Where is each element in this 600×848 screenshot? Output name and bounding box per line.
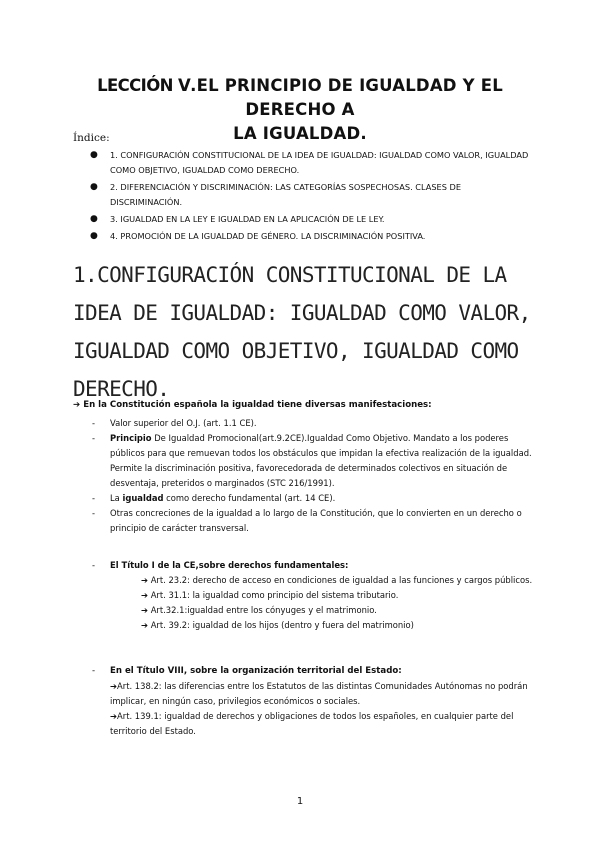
list-item: - Principio De Igualdad Promocional(art.9.2CE).Igualdad Como Objetivo. Mandato a los poderes públicos para que remuevan todos los obstáculos que impidan la efectiva realización de la igualdad. Permite la discriminación positiva, favorecedorada de determinados colectivos en situación de desventaja, preteridos o marginados (STC 216/1991). [92, 433, 532, 488]
titulo-viii-heading: - En el Título VIII, sobre la organización territorial del Estado: [92, 664, 542, 679]
list-item: - Valor superior del O.J. (art. 1.1 CE). [92, 416, 542, 431]
bullet-icon: ● [90, 182, 98, 192]
lesson-number: LECCIÓN V [97, 76, 191, 95]
bullet-icon: ● [90, 214, 98, 224]
list-item: ➔ Art. 23.2: derecho de acceso en condiciones de igualdad a las funciones y cargos públicos. [141, 575, 533, 585]
index-item: ● 1. CONFIGURACIÓN CONSTITUCIONAL DE LA IDEA DE IGUALDAD: IGUALDAD COMO VALOR, IGUALDAD COMO OBJETIVO, IGUALDAD COMO DERECHO. [90, 150, 529, 175]
list-item: ➔ Art. 39.2: igualdad de los hijos (dentro y fuera del matrimonio) [141, 620, 414, 630]
arrow-right-icon: ➔ [73, 400, 81, 410]
titulo-viii-block [92, 664, 542, 739]
list-item: - El Título I de la CE,sobre derechos fundamentales: [92, 558, 542, 573]
page-number: 1 [296, 796, 304, 807]
dash-icon: - [92, 493, 96, 503]
lesson-title-line2: LA IGUALDAD. [233, 124, 367, 143]
index-item: ● 3. IGUALDAD EN LA LEY E IGUALDAD EN LA APLICACIÓN DE LE LEY. [90, 212, 530, 227]
dash-icon: - [92, 666, 96, 676]
section-intro: ➔ En la Constitución española la igualdad tiene diversas manifestaciones: [73, 400, 432, 410]
dash-icon: - [92, 418, 96, 428]
index-list [90, 148, 530, 246]
arrow-right-icon: ➔ [141, 605, 151, 615]
list-item: - Otras concreciones de la igualdad a lo largo de la Constitución, que lo convierten en un derecho o principio de carácter transversal. [92, 508, 522, 533]
arrow-right-icon: ➔ [110, 711, 118, 721]
list-item: ➔ Art.32.1:igualdad entre los cónyuges y el matrimonio. [141, 605, 377, 615]
arrow-right-icon: ➔ [141, 575, 151, 585]
arrow-right-icon: ➔ [141, 620, 151, 630]
arrow-right-icon: ➔ [110, 681, 118, 691]
dash-icon: - [92, 508, 96, 518]
section-heading: 1.CONFIGURACIÓN CONSTITUCIONAL DE LA IDEA DE IGUALDAD: IGUALDAD COMO VALOR, IGUALDAD COMO OBJETIVO, IGUALDAD COMO DERECHO. [73, 263, 531, 401]
list-item: ➔Art. 138.2: las diferencias entre los Estatutos de las distintas Comunidades Autónomas no podrán implicar, en ningún caso, privilegios económicos o sociales. [110, 681, 528, 706]
list-item: ➔Art. 139.1: igualdad de derechos y obligaciones de todos los españoles, en cualquier parte del territorio del Estado. [110, 711, 514, 736]
index-label: Índice: [73, 132, 110, 144]
bullet-icon: ● [90, 150, 98, 160]
titulo-i-block [92, 558, 542, 573]
manifestations-list [92, 416, 542, 536]
arrow-right-icon: ➔ [141, 590, 151, 600]
dash-icon: - [92, 560, 96, 570]
index-item: ● 4. PROMOCIÓN DE LA IGUALDAD DE GÉNERO. LA DISCRIMINACIÓN POSITIVA. [90, 229, 530, 244]
lesson-title-line1: .EL PRINCIPIO DE IGUALDAD Y EL DERECHO A [190, 76, 503, 119]
bullet-icon: ● [90, 231, 98, 241]
index-item: ● 2. DIFERENCIACIÓN Y DISCRIMINACIÓN: LAS CATEGORÍAS SOSPECHOSAS. CLASES DE DISCRIMINACIÓN. [90, 182, 461, 207]
list-item: - La igualdad como derecho fundamental (art. 14 CE). [92, 491, 542, 506]
dash-icon: - [92, 433, 96, 443]
lesson-title [60, 74, 540, 146]
list-item: ➔ Art. 31.1: la igualdad como principio del sistema tributario. [141, 590, 399, 600]
titulo-i-articles [141, 573, 541, 633]
